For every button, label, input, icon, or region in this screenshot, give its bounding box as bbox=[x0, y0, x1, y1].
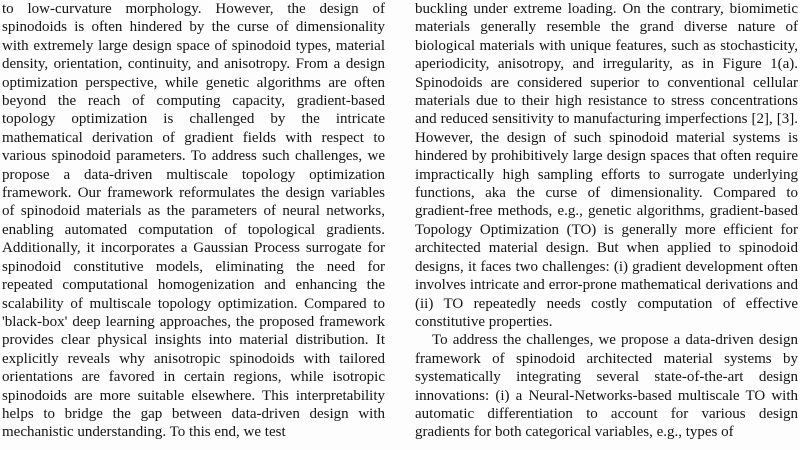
right-column bbox=[415, 0, 798, 450]
paragraph-right-2: To address the challenges, we propose a data-driven design framework of spinodoid architected material systems by systematically integrating several state-of-the-art design innovations: (i) a Neural-Networks-based multiscale TO with automatic differentiation to account for various design gradients for both categorical variables, e.g., types of bbox=[415, 332, 798, 441]
left-column bbox=[2, 0, 385, 450]
paragraph-left-1: to low-curvature morphology. However, the design of spinodoids is often hindered by the curse of dimensionality with extremely large design space of spinodoid types, material density, orientation, continuity, and anisotropy. From a design optimization perspective, while genetic algorithms are often beyond the reach of computing capacity, gradient-based topology optimization is challenged by the intricate mathematical derivation of gradient fields with respect to various spinodoid parameters. To address such challenges, we propose a data-driven multiscale topology optimization framework. Our framework reformulates the design variables of spinodoid materials as the parameters of neural networks, enabling automated computation of topological gradients. Additionally, it incorporates a Gaussian Process surrogate for spinodoid constitutive models, eliminating the need for repeated computational homogenization and enhancing the scalability of multiscale topology optimization. Compared to 'black-box' deep learning approaches, the proposed framework provides clear physical insights into material distribution. It explicitly reveals why anisotropic spinodoids with tailored orientations are favored in certain regions, while isotropic spinodoids are more suitable elsewhere. This interpretability helps to bridge the gap between data-driven design with mechanistic understanding. To this end, we test bbox=[2, 1, 385, 441]
paragraph-right-1: buckling under extreme loading. On the contrary, biomimetic materials generally resemble the grand diverse nature of biological materials with unique features, such as stochasticity, aperiodicity, anisotropy, and irregularity, as in Figure 1(a). Spinodoids are considered superior to conventional cellular materials due to their high resistance to stress concentrations and reduced sensitivity to manufacturing imperfections [2], [3]. However, the design of such spinodoid material systems is hindered by prohibitively large design spaces that often require impractically high sampling efforts to surrogate underlying functions, aka the curse of dimensionality. Compared to gradient-free methods, e.g., genetic algorithms, gradient-based Topology Optimization (TO) is generally more efficient for architected material design. But when applied to spinodoid designs, it faces two challenges: (i) gradient development often involves intricate and error-prone mathematical derivations and (ii) TO repeatedly needs costly computation of effective constitutive properties. bbox=[415, 1, 798, 330]
